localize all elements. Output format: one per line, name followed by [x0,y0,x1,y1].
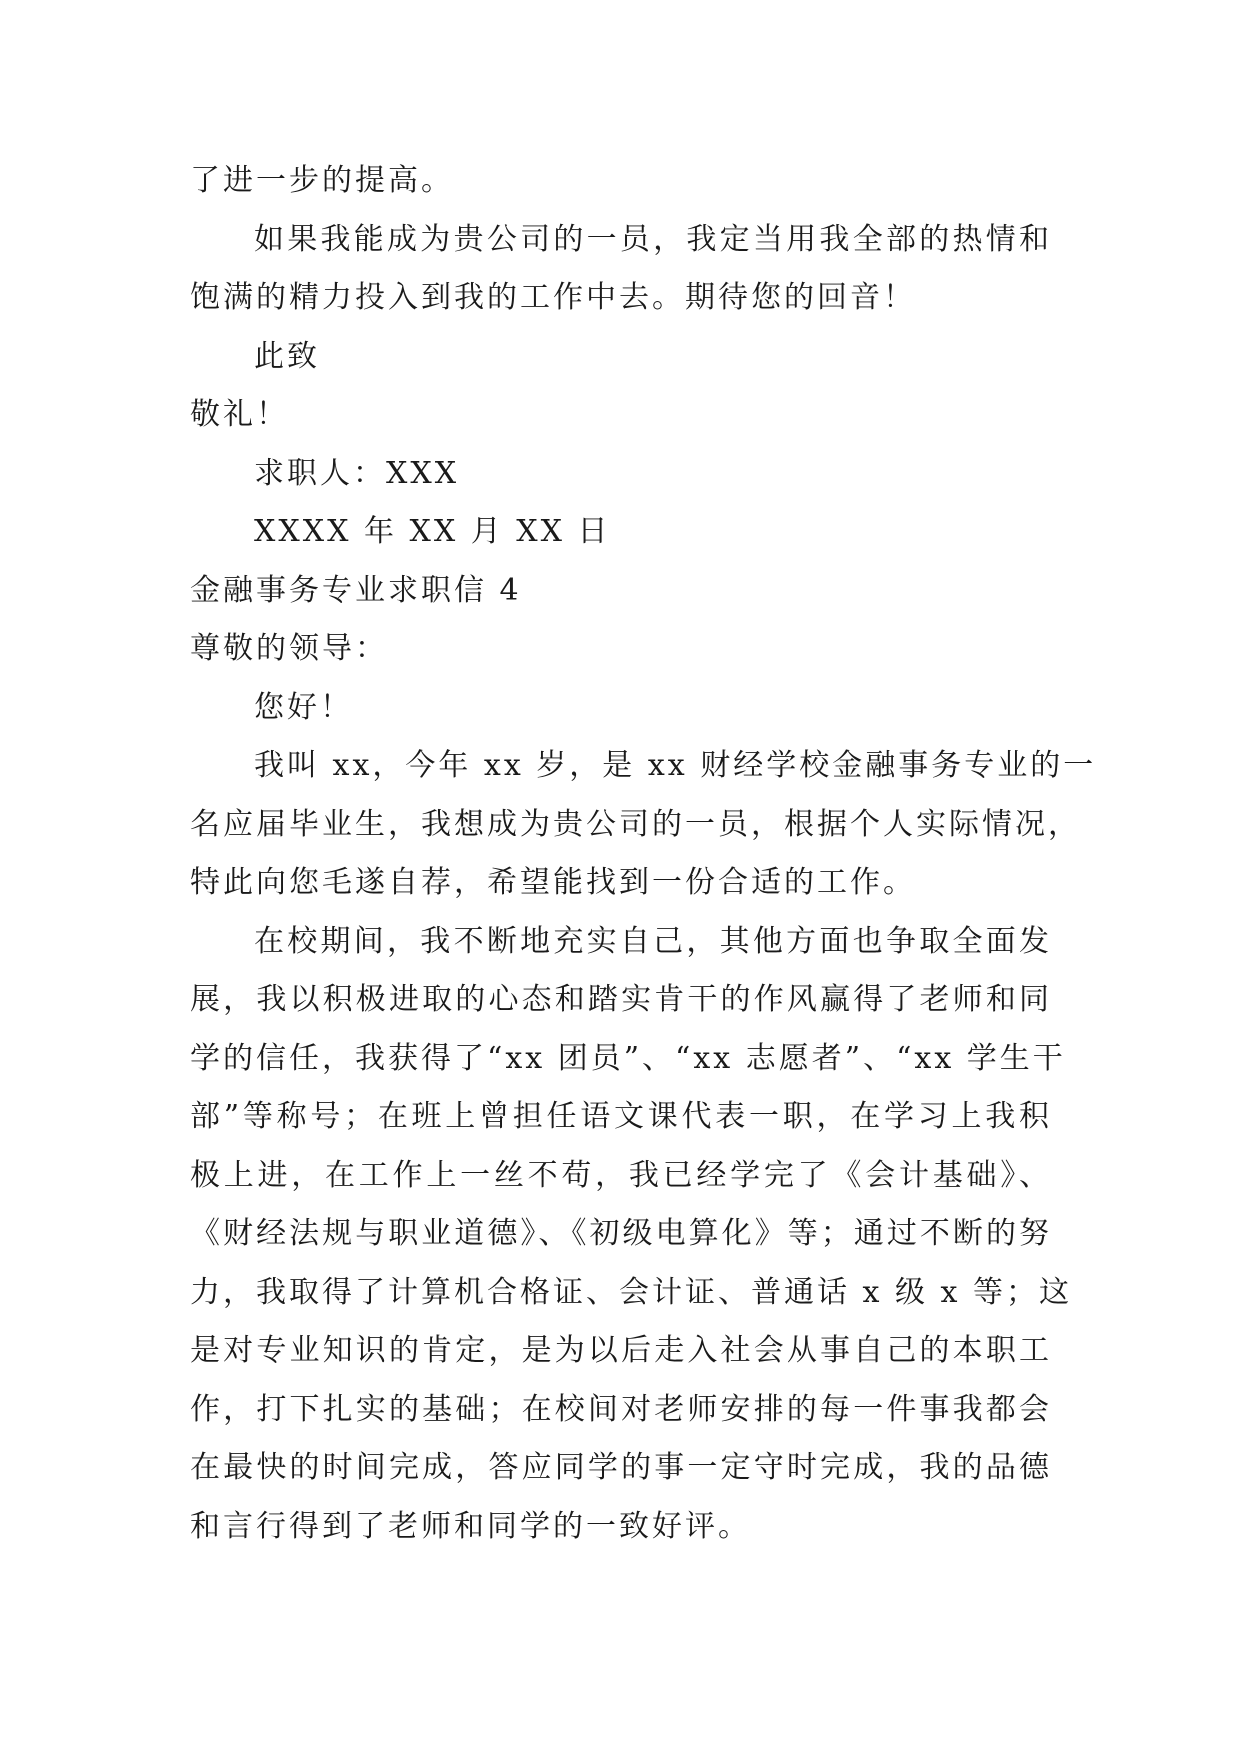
text-line: 我叫 xx，今年 xx 岁，是 xx 财经学校金融事务专业的一 [254,748,1097,783]
text-line: 《财经法规与职业道德》、《初级电算化》等；通过不断的努 [190,1216,1052,1251]
text-line: 部”等称号；在班上曾担任语文课代表一职，在学习上我积 [190,1099,1052,1134]
text-line: 是对专业知识的肯定，是为以后走入社会从事自己的本职工 [190,1333,1052,1368]
text-line: 在校期间，我不断地充实自己，其他方面也争取全面发 [254,923,1052,959]
closing-salutation: 此致 [254,338,320,374]
letter-body [190,152,1097,1556]
text-line: 如果我能成为贵公司的一员，我定当用我全部的热情和 [254,221,1052,257]
closing-respect: 敬礼！ [190,397,289,432]
text-line: 特此向您毛遂自荐，希望能找到一份合适的工作。 [190,865,916,900]
text-line: 学的信任，我获得了“xx 团员”、“xx 志愿者”、“xx 学生干 [190,1040,1066,1076]
text-line: 饱满的精力投入到我的工作中去。期待您的回音！ [190,280,916,315]
text-line: 极上进，在工作上一丝不苟，我已经学完了《会计基础》、 [190,1157,1052,1193]
signature-date: XXXX 年 XX 月 XX 日 [254,514,611,549]
text-line: 在最快的时间完成，答应同学的事一定守时完成，我的品德 [190,1450,1052,1485]
section-title: 金融事务专业求职信 4 [190,572,522,608]
text-line: 和言行得到了老师和同学的一致好评。 [190,1508,751,1544]
greeting-hello: 您好！ [254,689,353,725]
signature-applicant: 求职人：XXX [254,455,460,491]
text-line: 展，我以积极进取的心态和踏实肯干的作风赢得了老师和同 [190,982,1052,1017]
text-line: 作，打下扎实的基础；在校间对老师安排的每一件事我都会 [190,1391,1052,1427]
text-line: 名应届毕业生，我想成为贵公司的一员，根据个人实际情况， [190,806,1081,842]
greeting: 尊敬的领导： [190,631,388,666]
text-line: 力，我取得了计算机合格证、会计证、普通话 x 级 x 等；这 [190,1274,1072,1310]
text-line: 了进一步的提高。 [190,163,454,198]
